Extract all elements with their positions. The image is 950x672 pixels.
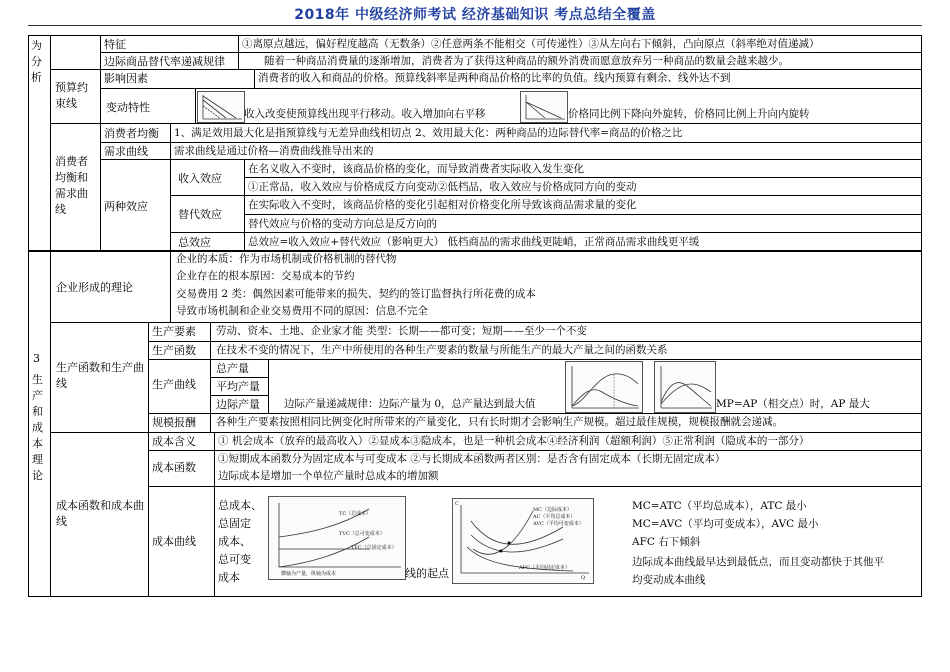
prod-func-label: 生产函数 xyxy=(152,344,196,357)
sub-effect-text1: 在实际收入不变时，该商品价格的变化引起相对价格变化所导致该商品需求量的变化 xyxy=(248,199,637,211)
mrs-label: 边际商品替代率递减规律 xyxy=(104,55,225,68)
firm-line-3: 交易费用 2 类：偶然因素可能带来的损失、契约的签订监督执行所花费的成本 xyxy=(176,288,536,300)
ap-mp-figure xyxy=(654,361,716,413)
budget-shift-figure xyxy=(197,91,245,123)
feature-text: ①离原点越远，偏好程度越高（无数条）②任意两条不能相交（可传递性）③从左向右下倾斜，凸向原点（斜率绝对值递减） xyxy=(242,38,820,50)
prod-curve-text1: 边际产量递减规律：边际产量为 0，总产量达到最大值 xyxy=(284,398,536,410)
income-effect-label: 收入效应 xyxy=(178,172,222,185)
cost-func-text2: 边际成本是增加一个单位产量时总成本的增加额 xyxy=(218,470,439,482)
cost-note-2: MC=AVC（平均可变成本），AVC 最小 xyxy=(632,518,819,530)
demand-text: 需求曲线是通过价格—消费曲线推导出来的 xyxy=(174,145,374,157)
mc-curve-label: MC（边际成本） xyxy=(533,507,572,513)
axis-q-label: Q xyxy=(581,575,586,581)
cost-func-label: 成本函数 xyxy=(152,461,196,474)
avc-curve-label: AVC（平均可变成本） xyxy=(533,521,584,527)
cost-note-4: 边际成本曲线最早达到最低点，而且变动都快于其他平均变动成本曲线 xyxy=(632,556,884,586)
firm-line-2: 企业存在的根本原因：交易成本的节约 xyxy=(176,270,355,282)
sub-effect-label: 替代效应 xyxy=(178,208,222,221)
section2-label: 生产和成本理论 xyxy=(32,373,43,482)
cost-meaning-label: 成本含义 xyxy=(152,435,196,448)
sub-effect-text2: 替代效应与价格的变动方向总是反方向的 xyxy=(248,218,437,230)
cost-type-4: 总可变 xyxy=(218,553,251,566)
average-cost-figure xyxy=(452,498,594,584)
total-effect-text: 总效应=收入效应+替代效应（影响更大） 低档商品的需求曲线更陡峭，正常商品需求曲线更平缓 xyxy=(248,236,700,248)
feature-label: 特征 xyxy=(104,38,126,51)
tc-curve-label: TC（总成本） xyxy=(339,511,372,517)
cost-curve-mid: 线的起点 xyxy=(405,567,449,580)
section2-index: 3 xyxy=(33,352,40,365)
cost-type-1: 总成本、 xyxy=(218,499,262,512)
budget-rotate-figure xyxy=(520,91,568,123)
tp-label: 总产量 xyxy=(216,362,249,375)
cost-meaning-text: ① 机会成本（放弃的最高收入）②显成本③隐成本，也是一种机会成本④经济利润（超额利润）⑤正常利润（隐成本的一部分） xyxy=(218,435,810,447)
prod-factors-label: 生产要素 xyxy=(152,325,196,338)
firm-line-4: 导致市场机制和企业交易费用不同的原因：信息不完全 xyxy=(176,305,428,317)
income-effect-text1: 在名义收入不变时，该商品价格的变化，而导致消费者实际收入发生变化 xyxy=(248,163,584,175)
ap-label: 平均产量 xyxy=(216,380,260,393)
two-effects-label: 两种效应 xyxy=(104,200,148,213)
firm-line-1: 企业的本质：作为市场机制或价格机制的替代物 xyxy=(176,253,397,265)
total-cost-figure xyxy=(268,496,406,580)
eq-group-label: 消费者均衡和需求曲线 xyxy=(55,155,88,216)
total-effect-label: 总效应 xyxy=(178,236,211,249)
income-effect-text2: ①正常品，收入效应与价格成反方向变动②低档品，收入效应与价格成同方向的变动 xyxy=(248,181,637,193)
cost-type-2: 总固定 xyxy=(218,517,251,530)
factors-label: 影响因素 xyxy=(104,72,148,85)
demand-label: 需求曲线 xyxy=(104,145,148,158)
prod-curve-text2: MP=AP（相交点）时，AP 最大 xyxy=(716,398,870,410)
cost-note-1: MC=ATC（平均总成本），ATC 最小 xyxy=(632,500,807,512)
mrs-text: 随着一种商品消费量的逐渐增加，消费者为了获得这种商品的额外消费而愿意放弃另一种商品的数量会越来越少。 xyxy=(264,55,789,67)
eq-text: 1、满足效用最大化是指预算线与无差异曲线相切点 2、效用最大化：两种商品的边际替代率=商品的价格之比 xyxy=(174,127,683,139)
cost-group-label: 成本函数和成本曲线 xyxy=(56,499,144,528)
prod-curve-label: 生产曲线 xyxy=(152,378,196,391)
afc-curve-label: AFC（平均固定成本） xyxy=(519,565,570,571)
section1-label: 为分析 xyxy=(31,39,42,84)
production-curve-figure xyxy=(565,361,643,413)
cost-type-3: 成本、 xyxy=(218,535,251,548)
page-title: 2018年 中级经济师考试 经济基础知识 考点总结全覆盖 xyxy=(294,7,656,23)
cost-note-3: AFC 右下倾斜 xyxy=(632,536,701,548)
title-underline xyxy=(28,25,922,26)
eq-label: 消费者均衡 xyxy=(104,127,159,140)
cost-type-5: 成本 xyxy=(218,571,240,584)
scale-label: 规模报酬 xyxy=(152,416,196,429)
budget-label: 预算约束线 xyxy=(55,81,88,110)
axis-c-label: C xyxy=(455,501,459,507)
change-text-income: 收入改变使预算线出现平行移动。收入增加向右平移 xyxy=(244,108,486,120)
firm-label: 企业形成的理论 xyxy=(56,281,133,294)
factors-text: 消费者的收入和商品的价格。预算线斜率是两种商品价格的比率的负值。线内预算有剩余、线外达不到 xyxy=(258,72,731,84)
ac-curve-label: AC（平均总成本） xyxy=(533,514,576,520)
mp-label: 边际产量 xyxy=(216,398,260,411)
prod-func-text: 在技术不变的情况下，生产中所使用的各种生产要素的数量与所能生产的最大产量之间的函数关系 xyxy=(216,344,668,356)
cost-func-text1: ①短期成本函数分为固定成本与可变成本 ②与长期成本函数两者区别：是否含有固定成本（长期无固定成本） xyxy=(218,453,726,465)
scale-text: 各种生产要素按照相同比例变化时所带来的产量变化，只有长时期才会影响生产规模。超过最佳规模，规模报酬就会递减。 xyxy=(216,416,783,428)
cost-curve-label: 成本曲线 xyxy=(152,535,196,548)
tvc-curve-label: TVC（总可变成本） xyxy=(339,531,385,537)
prod-group-label: 生产函数和生产曲线 xyxy=(56,361,144,390)
change-text-price: 价格同比例下降向外旋转，价格同比例上升向内旋转 xyxy=(568,108,810,120)
tc-axis-note: 横轴为产量，纵轴为成本 xyxy=(281,571,337,577)
prod-factors-text: 劳动、资本、土地、企业家才能 类型：长期——都可变；短期——至少一个不变 xyxy=(216,325,587,337)
change-label: 变动特性 xyxy=(106,101,150,114)
tfc-curve-label: TFC（总固定成本） xyxy=(351,545,397,551)
